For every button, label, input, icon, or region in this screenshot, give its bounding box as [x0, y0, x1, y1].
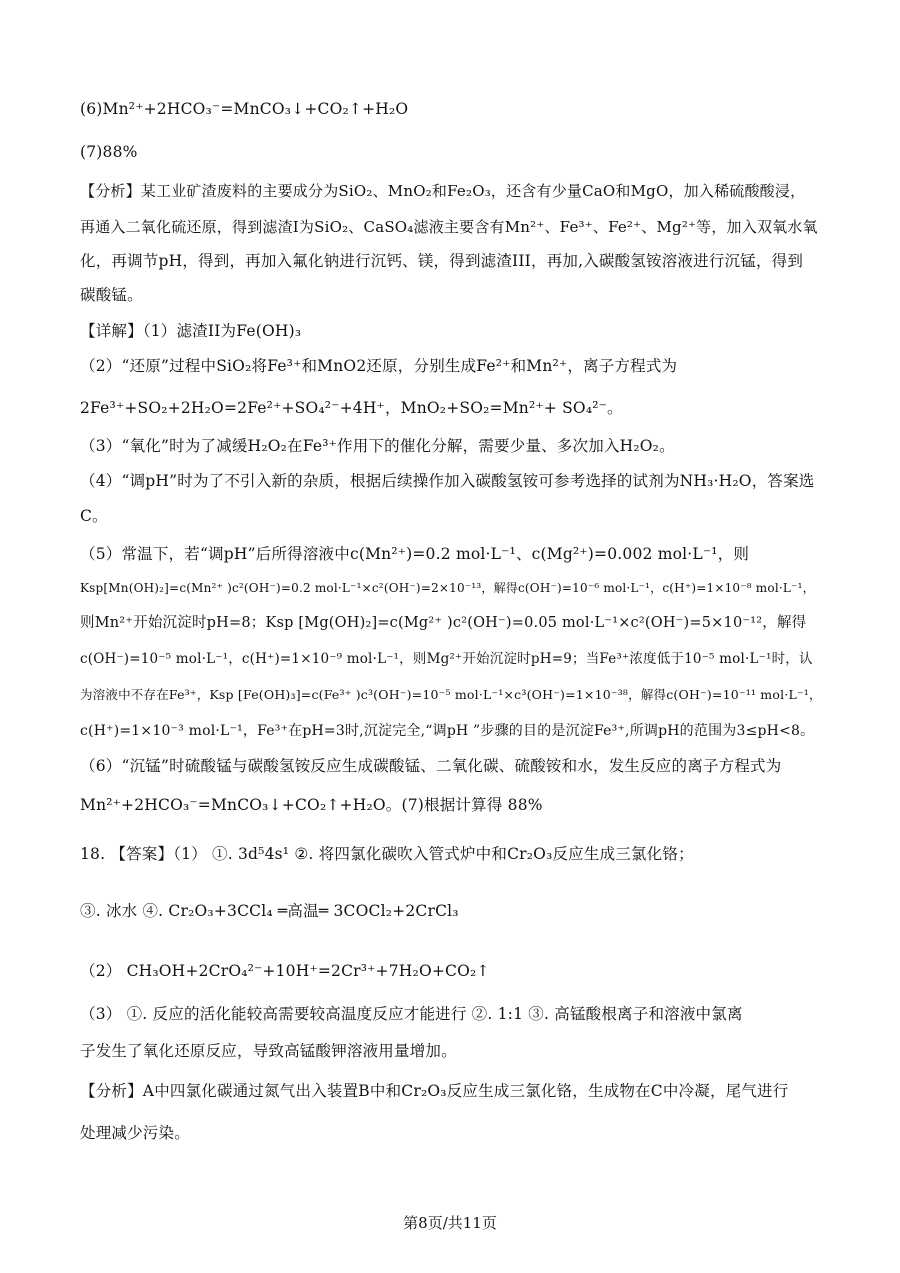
detail-1: 【详解】（1）滤渣II为Fe(OH)₃ — [80, 322, 302, 340]
detail-6: （6）“沉锰”时硫酸锰与碳酸氢铵反应生成碳酸锰、二氧化碳、硫酸铵和水，发生反应的离子方程式为 — [80, 757, 782, 775]
answer-6: (6)Mn²⁺+2HCO₃⁻=MnCO₃↓+CO₂↑+H₂O — [80, 100, 409, 118]
detail-5-line-6: c(H⁺)=1×10⁻³ mol·L⁻¹，Fe³⁺在pH=3时,沉淀完全,“调pH ”步骤的目的是沉淀Fe³⁺,所调pH的范围为3≤pH<8。 — [80, 723, 815, 739]
answer-7: (7)88% — [80, 143, 138, 161]
q18-answer-1-cont: ③. 冰水 ④. Cr₂O₃+3CCl₄ ═高温═ 3COCl₂+2CrCl₃ — [80, 902, 459, 920]
q18-answer-3-cont: 子发生了氧化还原反应，导致高锰酸钾溶液用量增加。 — [80, 1042, 457, 1060]
detail-5-line-2: Ksp[Mn(OH)₂]=c(Mn²⁺ )c²(OH⁻)=0.2 mol·L⁻¹×c²(OH⁻)=2×10⁻¹³，解得c(OH⁻)=10⁻⁶ mol·L⁻¹，c(H⁺)=1×10⁻⁸ mol·L⁻¹， — [80, 581, 815, 595]
detail-3: （3）“氧化”时为了减缓H₂O₂在Fe³⁺作用下的催化分解，需要少量、多次加入H₂O₂。 — [80, 437, 675, 455]
detail-2: （2）“还原”过程中SiO₂将Fe³⁺和MnO2还原，分别生成Fe²⁺和Mn²⁺，离子方程式为 — [80, 357, 678, 375]
q18-answer-2: （2） CH₃OH+2CrO₄²⁻+10H⁺=2Cr³⁺+7H₂O+CO₂↑ — [80, 962, 490, 980]
detail-6-equation: Mn²⁺+2HCO₃⁻=MnCO₃↓+CO₂↑+H₂O。(7)根据计算得 88% — [80, 796, 543, 814]
detail-5-line-1: （5）常温下，若“调pH”后所得溶液中c(Mn²⁺)=0.2 mol·L⁻¹、c(Mg²⁺)=0.002 mol·L⁻¹，则 — [80, 545, 750, 563]
detail-2-equation: 2Fe³⁺+SO₂+2H₂O=2Fe²⁺+SO₄²⁻+4H⁺，MnO₂+SO₂=Mn²⁺+ SO₄²⁻。 — [80, 399, 623, 417]
q18-analysis-2: 处理减少污染。 — [80, 1124, 190, 1142]
detail-5-line-5: 为溶液中不存在Fe³⁺，Ksp [Fe(OH)₃]=c(Fe³⁺ )c³(OH⁻)=10⁻⁵ mol·L⁻¹×c³(OH⁻)=1×10⁻³⁸，解得c(OH⁻)=10⁻¹¹ mol·L⁻¹， — [80, 687, 822, 702]
q18-answer-1: 18. 【答案】（1） ①. 3d⁵4s¹ ②. 将四氯化碳吹入管式炉中和Cr₂O₃反应生成三氯化铬； — [80, 845, 694, 863]
detail-5-line-4: c(OH⁻)=10⁻⁵ mol·L⁻¹，c(H⁺)=1×10⁻⁹ mol·L⁻¹，则Mg²⁺开始沉淀时pH=9；当Fe³⁺浓度低于10⁻⁵ mol·L⁻¹时，认 — [80, 651, 813, 667]
q18-analysis-1: 【分析】A中四氯化碳通过氮气出入装置B中和Cr₂O₃反应生成三氯化铬，生成物在C中冷凝，尾气进行 — [80, 1082, 789, 1100]
q18-answer-3: （3） ①. 反应的活化能较高需要较高温度反应才能进行 ②. 1:1 ③. 高锰酸根离子和溶液中氯离 — [80, 1005, 743, 1023]
analysis-line-2: 再通入二氧化硫还原，得到滤渣I为SiO₂、CaSO₄滤液主要含有Mn²⁺、Fe³⁺、Fe²⁺、Mg²⁺等，加入双氧水氧 — [80, 218, 818, 236]
detail-5-line-3: 则Mn²⁺开始沉淀时pH=8；Ksp [Mg(OH)₂]=c(Mg²⁺ )c²(OH⁻)=0.05 mol·L⁻¹×c²(OH⁻)=5×10⁻¹²，解得 — [80, 615, 807, 631]
analysis-line-1: 【分析】某工业矿渣废料的主要成分为SiO₂、MnO₂和Fe₂O₃，还含有少量CaO和MgO，加入稀硫酸酸浸， — [80, 182, 806, 200]
analysis-line-4: 碳酸锰。 — [80, 286, 143, 304]
analysis-line-3: 化，再调节pH，得到，再加入氟化钠进行沉钙、镁，得到滤渣III，再加,入碳酸氢铵溶液进行沉锰，得到 — [80, 252, 804, 270]
detail-4: （4）“调pH”时为了不引入新的杂质，根据后续操作加入碳酸氢铵可参考选择的试剂为NH₃·H₂O，答案选 — [80, 472, 815, 490]
detail-4-cont: C。 — [80, 507, 108, 525]
page-footer: 第8页/共11页 — [403, 1214, 497, 1232]
